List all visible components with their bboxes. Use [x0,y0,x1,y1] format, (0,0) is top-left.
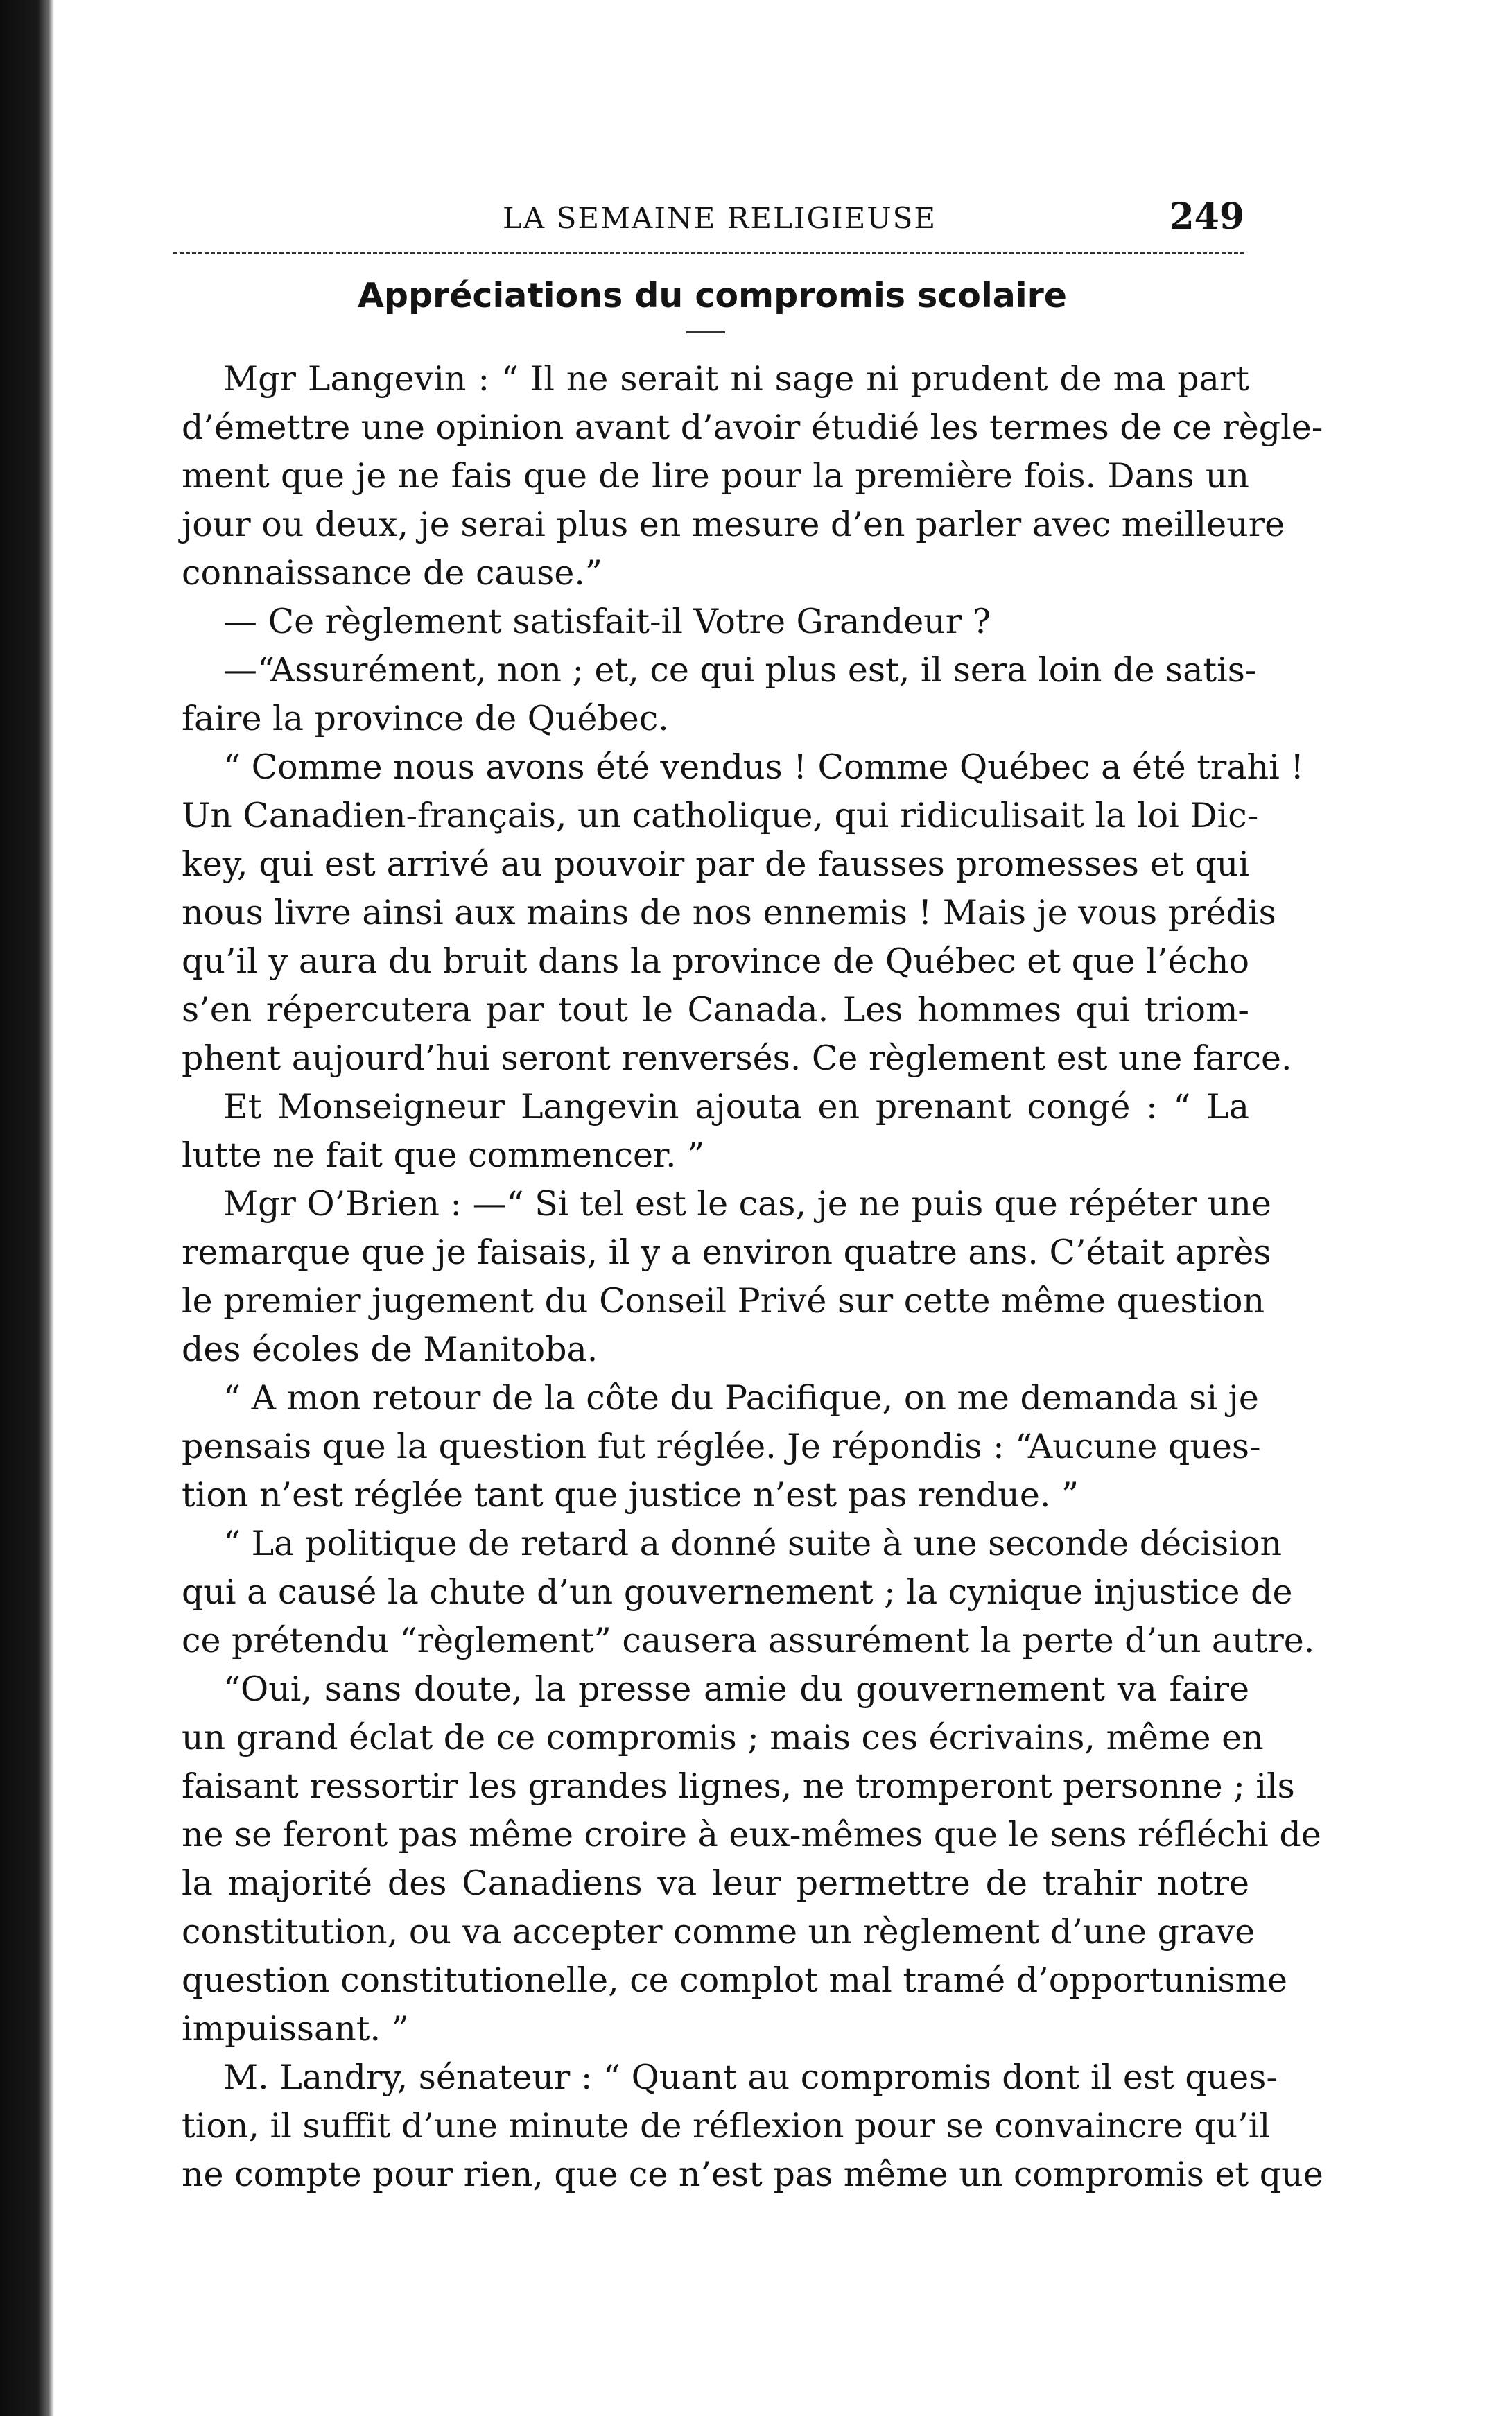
text-line: qui a causé la chute d’un gouvernement ; la cynique injustice de [182,1572,1293,1612]
text-line: faisant ressortir les grandes lignes, ne tromperont personne ; ils [182,1766,1295,1806]
text-line: Un Canadien-français, un catholique, qui ridiculisait la loi Dic- [182,796,1259,835]
text-line: —“Assurément, non ; et, ce qui plus est, il sera loin de satis- [223,650,1257,690]
text-line: question constitutionelle, ce complot mal tramé d’opportunisme [182,1961,1287,2000]
article-title: Appréciations du compromis scolaire [357,276,1068,315]
text-line: key, qui est arrivé au pouvoir par de fausses promesses et qui [182,844,1249,884]
text-line: d’émettre une opinion avant d’avoir étudié les termes de ce règle- [182,408,1323,447]
text-line: “ Comme nous avons été vendus ! Comme Québec a été trahi ! [223,747,1305,787]
text-line: connaissance de cause.” [182,553,602,593]
text-line: constitution, ou va accepter comme un règlement d’une grave [182,1912,1255,1952]
text-line: ment que je ne fais que de lire pour la première fois. Dans un [182,456,1249,496]
text-line: jour ou deux, je serai plus en mesure d’en parler avec meilleure [182,505,1285,544]
text-line: impuissant. ” [182,2009,409,2049]
text-line: Et Monseigneur Langevin ajouta en prenant congé : “ La [223,1087,1249,1127]
text-line: “Oui, sans doute, la presse amie du gouvernement va faire [223,1669,1249,1709]
text-line: ce prétendu “règlement” causera assurément la perte d’un autre. [182,1621,1315,1660]
text-line: la majorité des Canadiens va leur permettre de trahir notre [182,1863,1249,1903]
text-line: Mgr Langevin : “ Il ne serait ni sage ni prudent de ma part [223,359,1249,399]
text-line: le premier jugement du Conseil Privé sur cette même question [182,1281,1265,1321]
text-line: “ La politique de retard a donné suite à une seconde décision [223,1524,1283,1563]
text-line: lutte ne fait que commencer. ” [182,1136,705,1175]
text-line: phent aujourd’hui seront renversés. Ce règlement est une farce. [182,1038,1292,1078]
running-title: LA SEMAINE RELIGIEUSE [503,201,937,235]
binding-edge-shadow [0,0,54,2416]
text-line: un grand éclat de ce compromis ; mais ces écrivains, même en [182,1718,1264,1757]
text-line: tion, il suffit d’une minute de réflexion pour se convaincre qu’il [182,2106,1271,2146]
text-line: remarque que je faisais, il y a environ quatre ans. C’était après [182,1233,1271,1272]
page-header [177,195,1244,244]
text-line: faire la province de Québec. [182,699,669,738]
text-line: tion n’est réglée tant que justice n’est pas rendue. ” [182,1475,1079,1515]
page-number: 249 [1169,195,1244,238]
text-line: qu’il y aura du bruit dans la province de Québec et que l’écho [182,941,1249,981]
text-line: — Ce règlement satisfait-il Votre Grandeur ? [223,602,991,641]
text-line: ne se feront pas même croire à eux-mêmes que le sens réfléchi de [182,1815,1321,1854]
title-separator [686,331,725,333]
text-line: Mgr O’Brien : —“ Si tel est le cas, je ne puis que répéter une [223,1184,1271,1224]
header-rule [173,252,1244,254]
text-line: ne compte pour rien, que ce n’est pas même un compromis et que [182,2155,1323,2194]
text-line: s’en répercutera par tout le Canada. Les hommes qui triom- [182,990,1249,1029]
text-line: M. Landry, sénateur : “ Quant au compromis dont il est ques- [223,2058,1278,2097]
text-line: nous livre ainsi aux mains de nos ennemis ! Mais je vous prédis [182,893,1276,932]
text-line: des écoles de Manitoba. [182,1330,598,1369]
text-line: pensais que la question fut réglée. Je répondis : “Aucune ques- [182,1427,1261,1466]
text-line: “ A mon retour de la côte du Pacifique, on me demanda si je [223,1378,1259,1418]
